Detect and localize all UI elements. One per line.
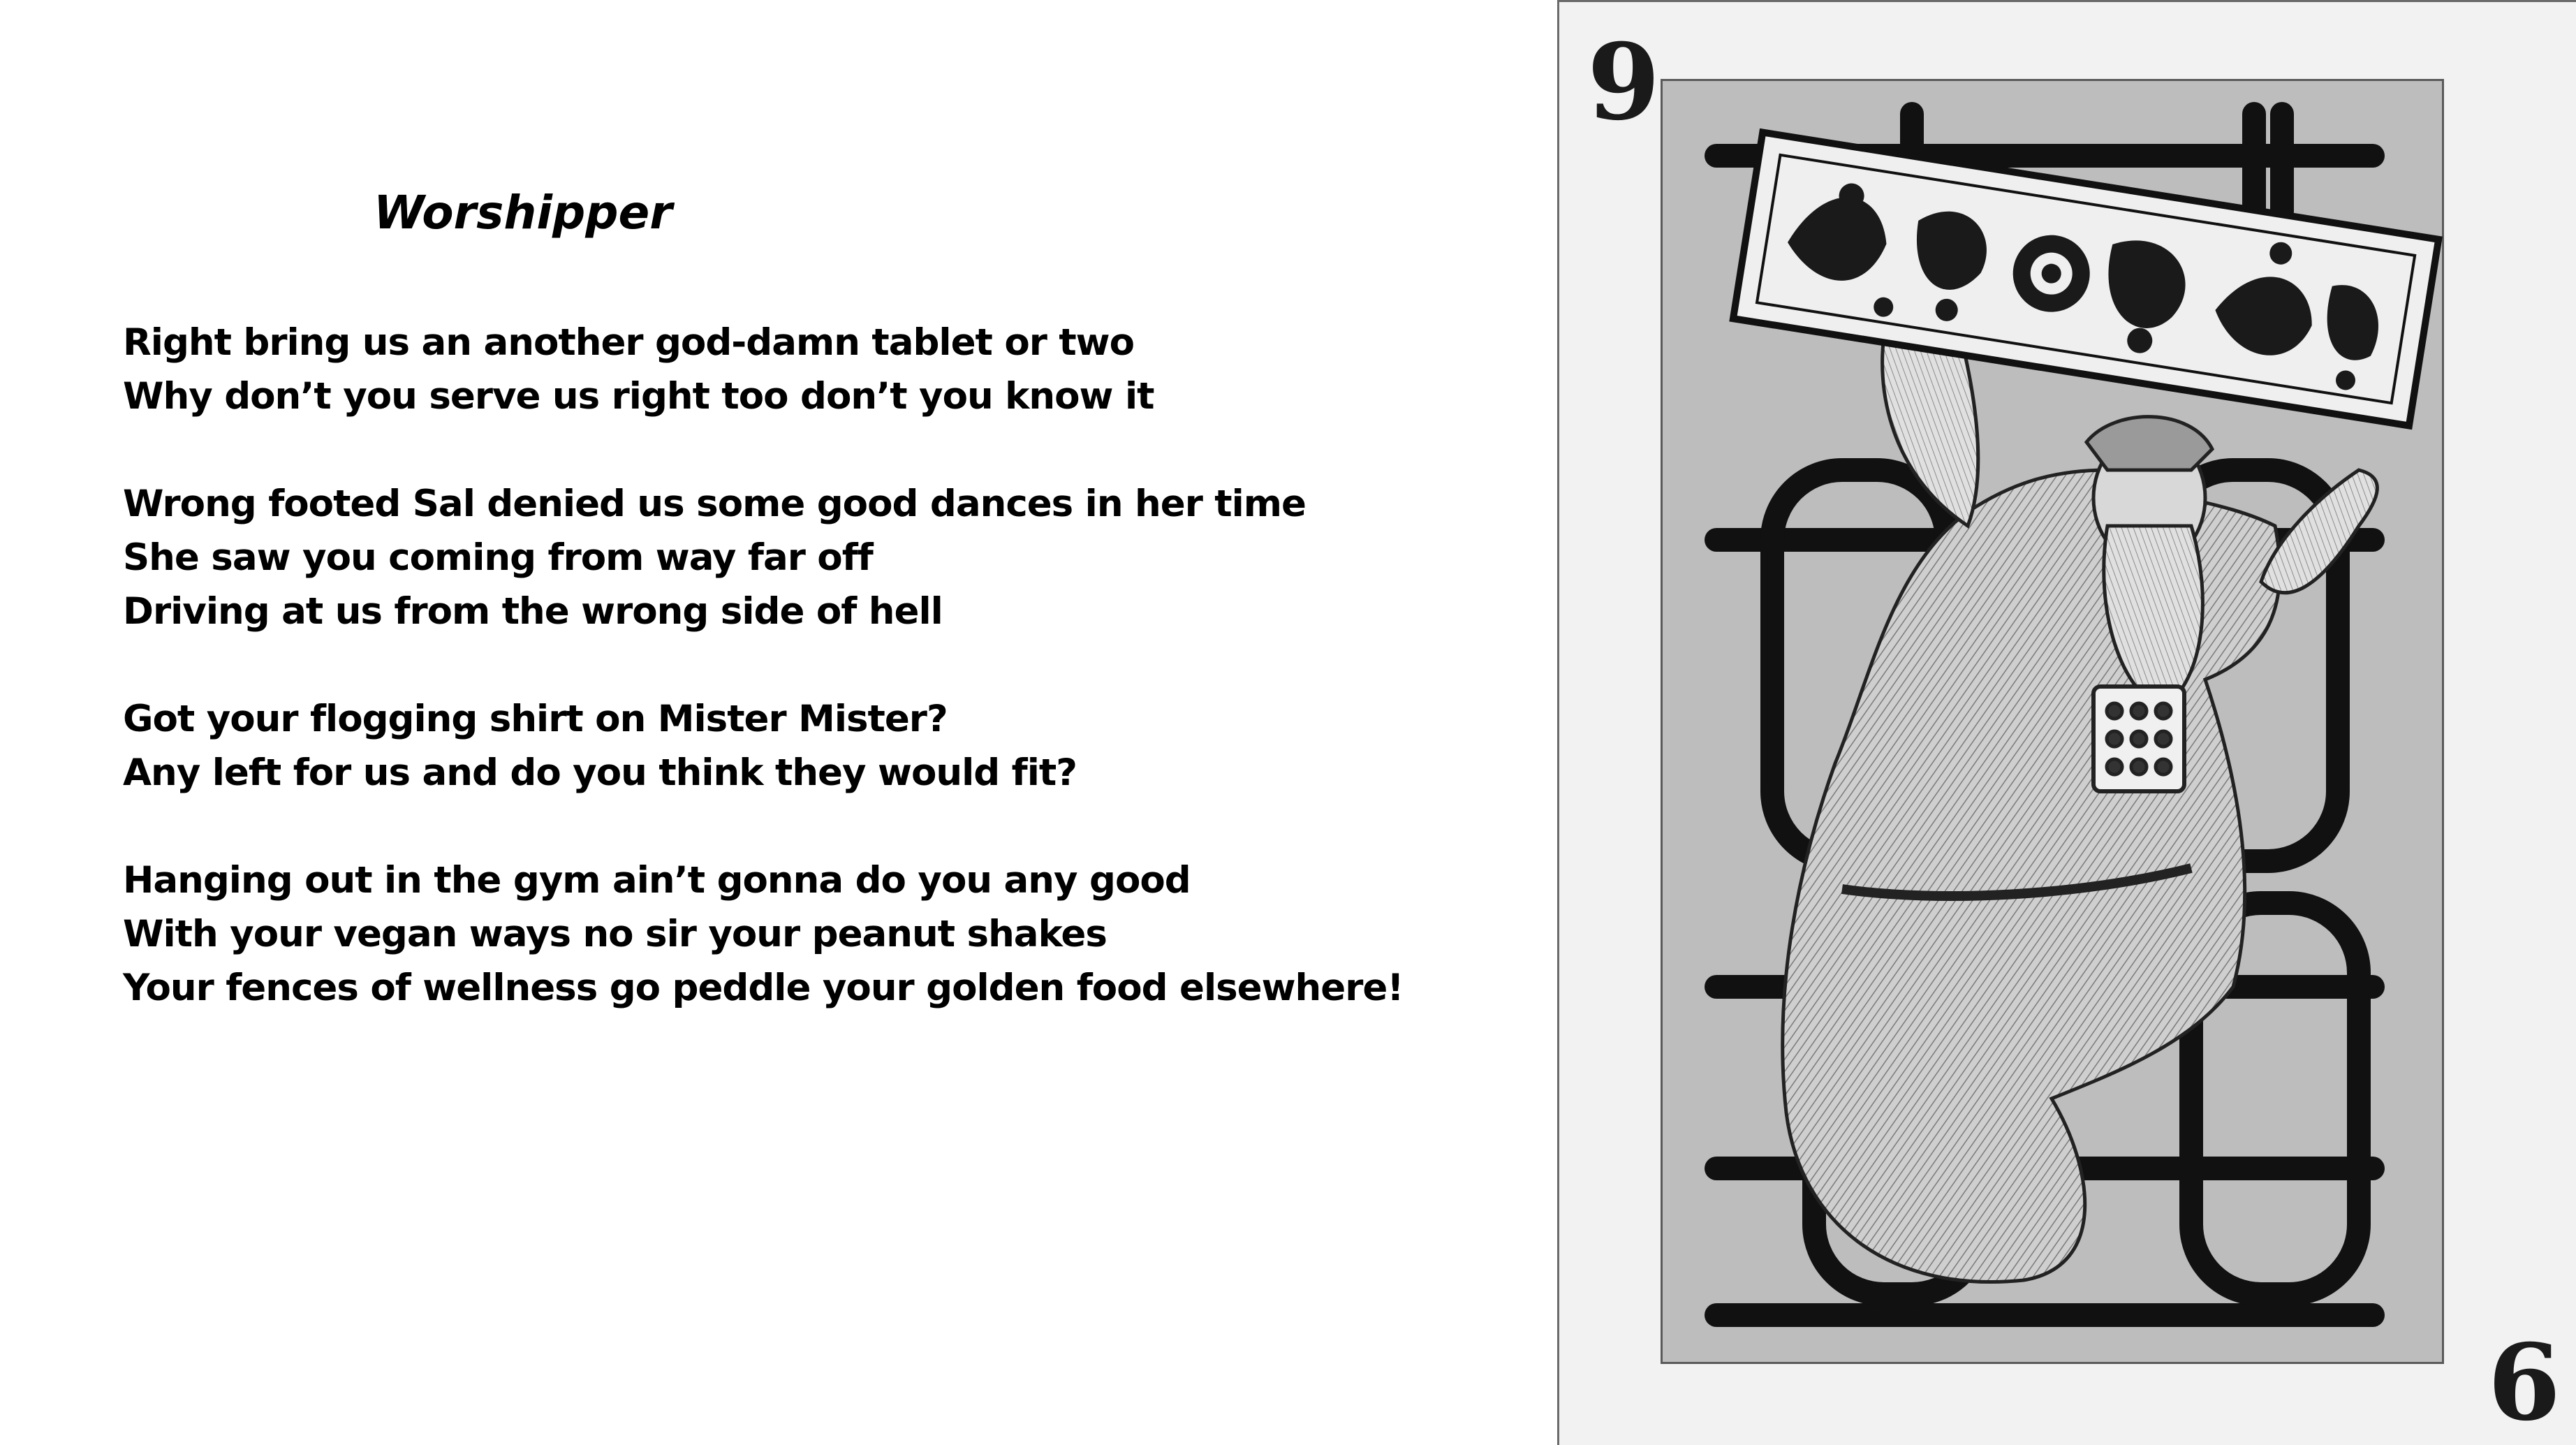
poem-line: Got your flogging shirt on Mister Mister? <box>123 698 948 740</box>
poem-line: Why don’t you serve us right too don’t you know it <box>123 375 1154 418</box>
poem-line: Wrong footed Sal denied us some good dances in her time <box>123 483 1306 525</box>
poem-line: Right bring us an another god-damn tablet or two <box>123 321 1135 364</box>
playing-card-image <box>1557 0 2576 1445</box>
poem-title: Worshipper <box>374 186 672 240</box>
card-rank-bottom: 6 <box>2487 1321 2561 1444</box>
poem-line: Any left for us and do you think they would fit? <box>123 751 1077 794</box>
poem-line: Driving at us from the wrong side of hell <box>123 590 943 633</box>
stanza-gap <box>123 800 1404 853</box>
poem-line: Your fences of wellness go peddle your golden food elsewhere! <box>123 967 1404 1009</box>
card-illustration <box>1661 79 2444 1364</box>
poem-line: Hanging out in the gym ain’t gonna do you any good <box>123 859 1191 902</box>
poem-line: She saw you coming from way far off <box>123 536 873 579</box>
stanza-gap <box>123 423 1404 477</box>
stanza-gap <box>123 638 1404 692</box>
poem-body <box>123 316 1404 1015</box>
poem-line: With your vegan ways no sir your peanut shakes <box>123 913 1107 955</box>
card-rank-top: 9 <box>1587 21 1661 144</box>
